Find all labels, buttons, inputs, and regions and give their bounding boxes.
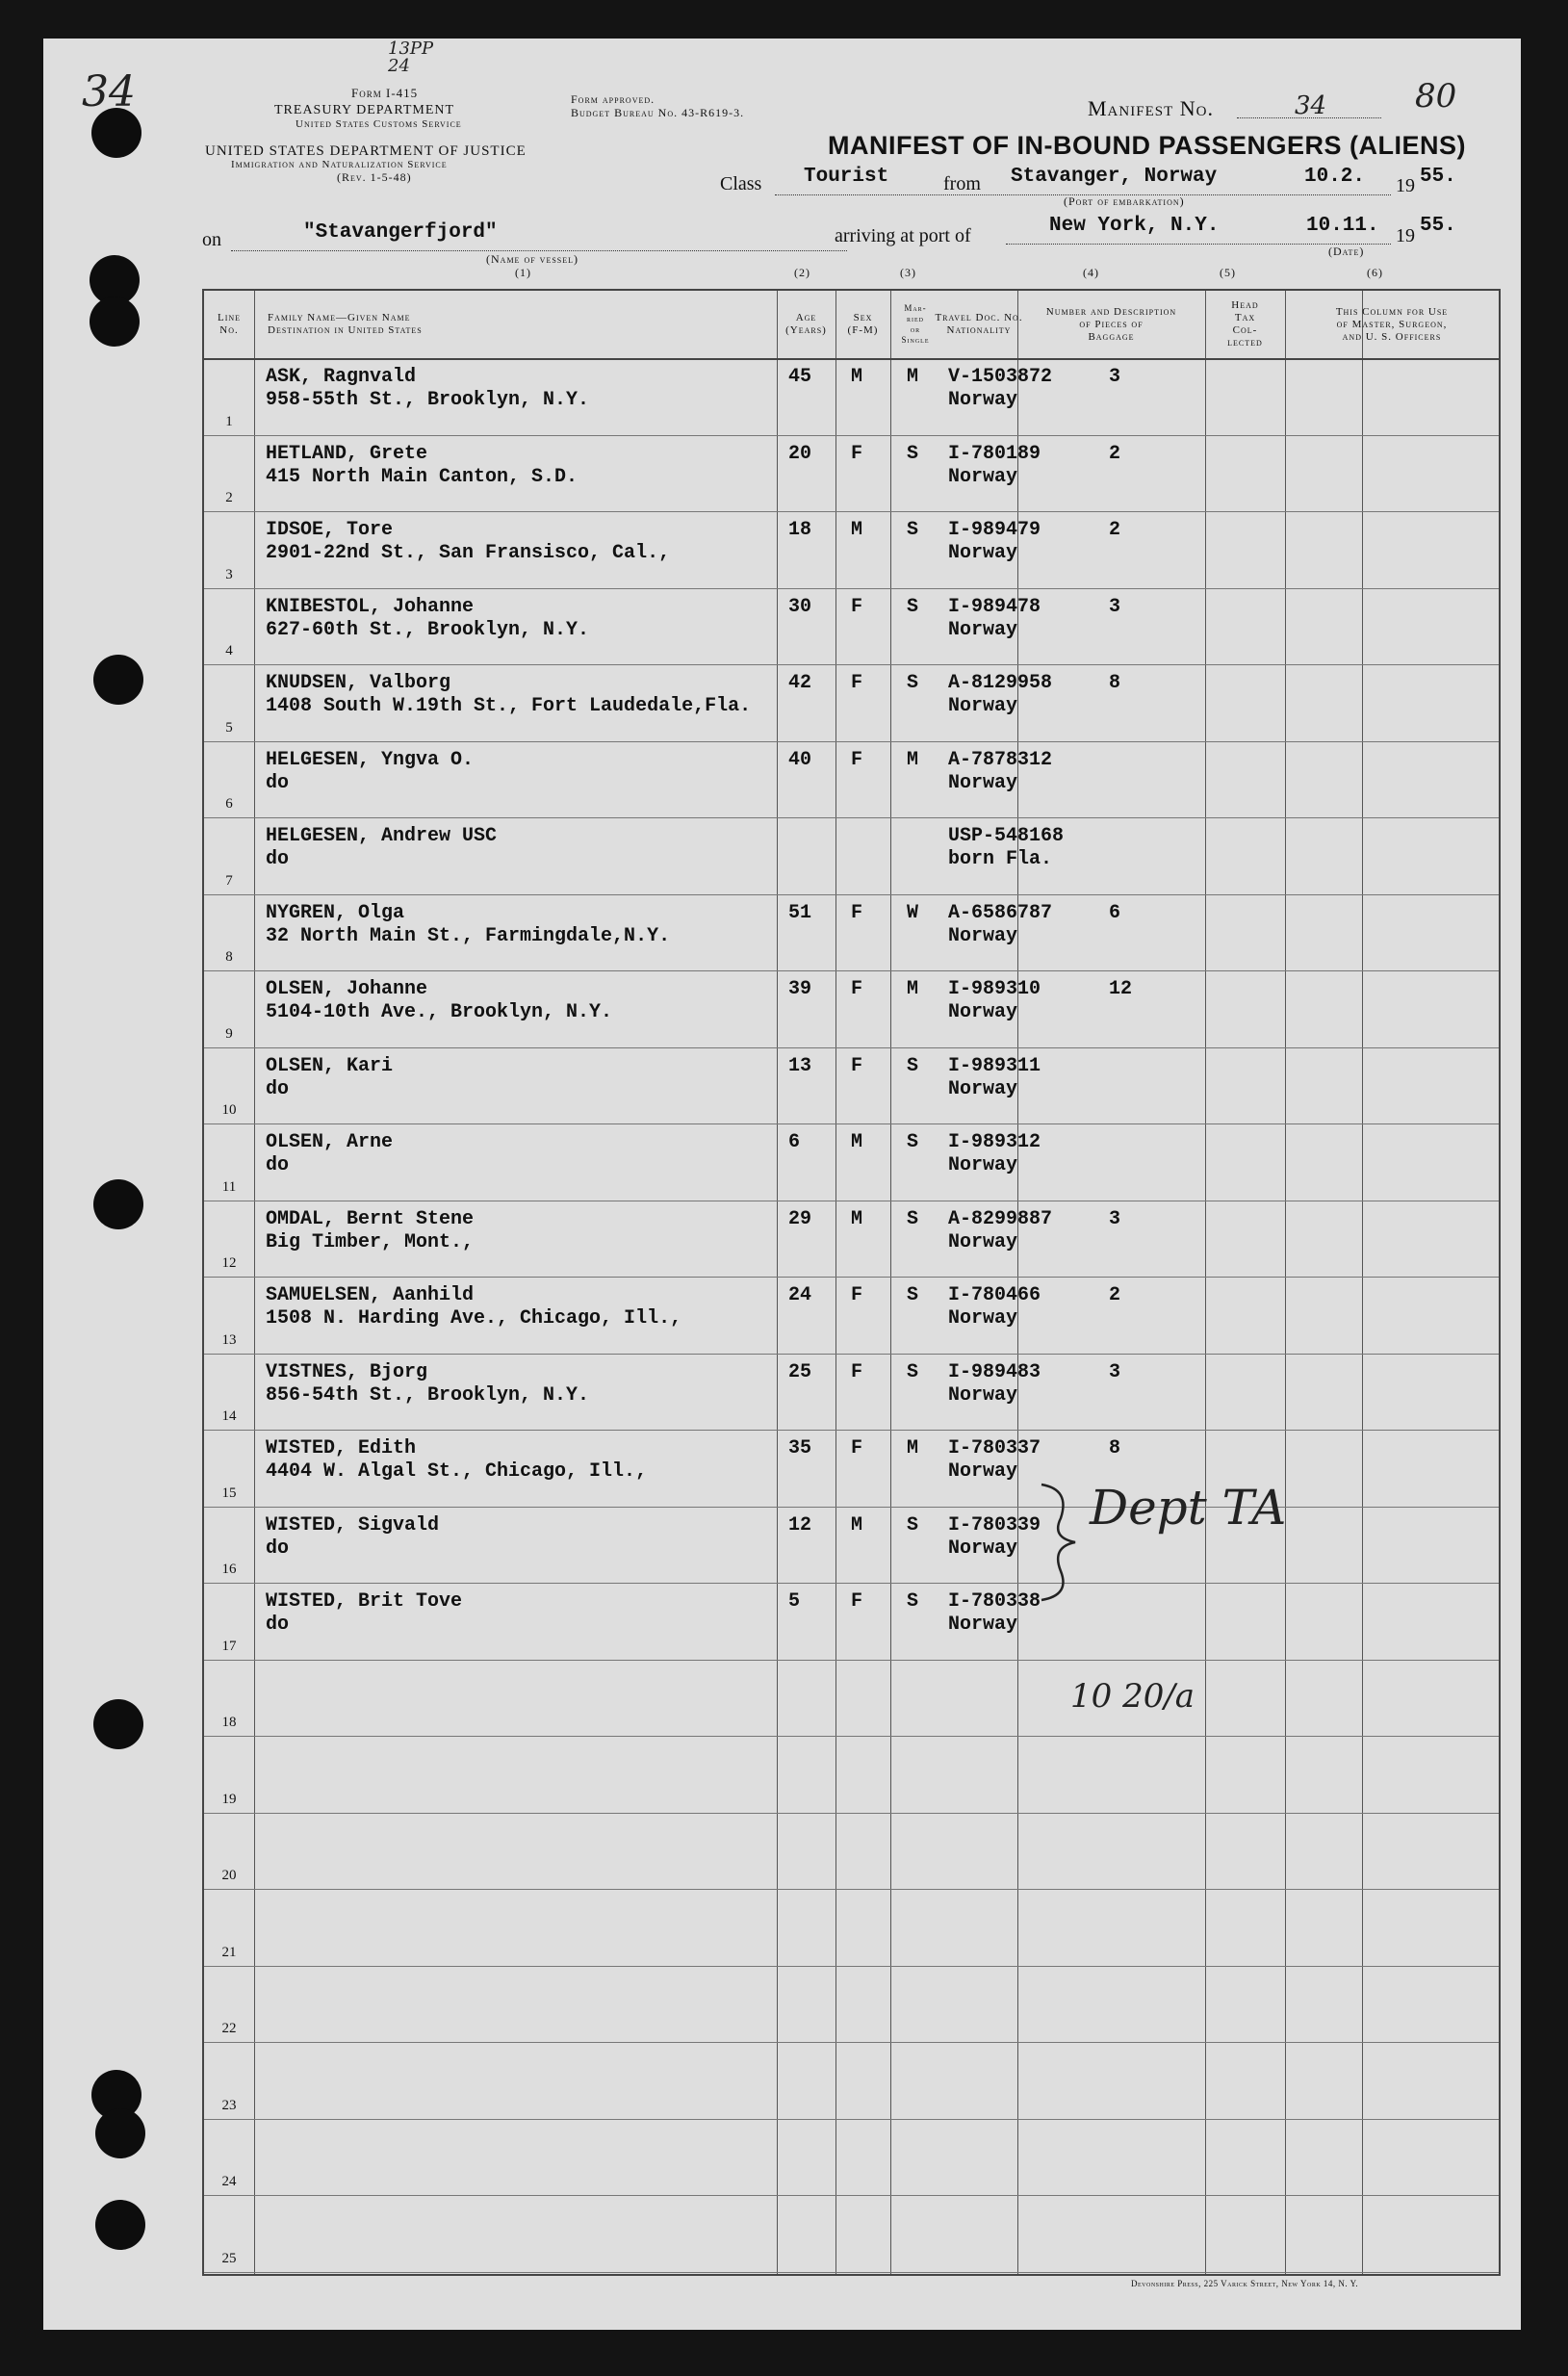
line-number: 11 [221,1178,237,1195]
passenger-name: WISTED, Brit Tove [266,1590,463,1613]
row-divider [204,435,1499,436]
passenger-name: VISTNES, Bjorg [266,1360,428,1383]
vessel-caption: (Name of vessel) [486,252,578,266]
arrival-year: 55. [1420,215,1456,237]
passenger-age: 39 [788,978,812,1000]
passenger-nationality: Norway [948,1383,1018,1407]
manifest-sheet [43,39,1521,2330]
passenger-nationality: Norway [948,695,1018,717]
passenger-age: 42 [788,672,812,694]
row-divider [204,1277,1499,1278]
col-num-4: (4) [1083,266,1099,279]
passenger-nationality: Norway [948,771,1018,794]
passenger-travel-doc: I-780339 [948,1513,1041,1537]
from-label: from [943,173,981,194]
binder-hole [93,1699,143,1749]
passenger-table [202,289,1501,2276]
ins-service: Immigration and Naturalization Service [231,159,448,170]
line-number: 21 [221,1944,237,1960]
form-number: Form I-415 [351,86,419,100]
header-sex: Sex (F-M) [847,312,879,336]
passenger-sex: F [851,442,863,465]
row-divider [204,1123,1499,1124]
line-number: 15 [221,1485,237,1501]
passenger-nationality: Norway [948,1537,1018,1560]
row-divider [204,1813,1499,1814]
justice-dept: UNITED STATES DEPARTMENT OF JUSTICE [205,143,527,159]
passenger-nationality: Norway [948,1614,1018,1636]
line-number: 16 [221,1562,237,1577]
passenger-travel-doc: A-8299887 [948,1207,1053,1230]
passenger-destination: do [266,771,290,794]
port-embark-caption: (Port of embarkation) [1064,194,1185,208]
passenger-travel-doc: A-7878312 [948,748,1053,771]
row-divider [204,2119,1499,2120]
binder-hole [93,1179,143,1229]
passenger-baggage: 8 [1109,1437,1121,1459]
passenger-destination: 2901-22nd St., San Fransisco, Cal., [266,542,671,564]
passenger-name: OLSEN, Johanne [266,978,428,1000]
line-number: 3 [225,566,233,582]
passenger-sex: F [851,595,863,618]
row-divider [204,894,1499,895]
from-date: 10.2. [1304,166,1366,188]
passenger-destination: do [266,1154,290,1176]
line-number: 20 [221,1868,237,1883]
passenger-marital-status: S [907,1284,919,1306]
passenger-name: HELGESEN, Andrew USC [266,825,498,847]
line-number: 6 [225,796,233,812]
treasury-dept: TREASURY DEPARTMENT [274,103,455,117]
revision: (Rev. 1-5-48) [337,170,412,184]
passenger-destination: 627-60th St., Brooklyn, N.Y. [266,618,590,641]
row-divider [204,511,1499,512]
passenger-marital-status: S [907,672,919,694]
arrival-port: New York, N.Y. [1049,215,1220,237]
header-travel-doc: Travel Doc. No. Nationality [935,312,1023,336]
passenger-age: 18 [788,519,812,541]
passenger-marital-status: M [907,1437,919,1459]
col-num-6: (6) [1367,266,1383,279]
passenger-baggage: 12 [1109,978,1133,1000]
header-master: This Column for Use of Master, Surgeon, and U. S. Officers [1335,305,1449,343]
annotation-brace [1032,1480,1090,1605]
passenger-name: ASK, Ragnvald [266,366,417,388]
from-year: 55. [1420,166,1456,188]
passenger-age: 12 [788,1513,812,1537]
passenger-sex: F [851,748,863,771]
binder-hole [95,2200,145,2250]
passenger-marital-status: S [907,595,919,618]
passenger-destination: 415 North Main Canton, S.D. [266,465,578,488]
passenger-baggage: 3 [1109,1360,1121,1383]
passenger-travel-doc: A-6586787 [948,901,1053,924]
vessel-col-num: (1) [515,266,531,279]
passenger-name: HELGESEN, Yngva O. [266,748,475,771]
passenger-nationality: Norway [948,924,1018,947]
passenger-nationality: Norway [948,618,1018,641]
row-divider [204,1354,1499,1355]
row-divider [204,664,1499,665]
passenger-age: 5 [788,1590,801,1613]
passenger-destination: 4404 W. Algal St., Chicago, Ill., [266,1460,648,1483]
row-divider [204,741,1499,742]
manifest-number: 34 [1295,91,1327,120]
passenger-name: KNUDSEN, Valborg [266,672,451,694]
passenger-marital-status: S [907,519,919,541]
annotation-date: 10 20/a [1070,1677,1195,1716]
passenger-age: 20 [788,442,812,465]
passenger-nationality: born Fla. [948,848,1053,870]
passenger-destination: Big Timber, Mont., [266,1230,475,1253]
header-head-tax: Head Tax Col- lected [1227,299,1263,349]
passenger-nationality: Norway [948,1307,1018,1330]
line-number: 10 [221,1102,237,1118]
passenger-marital-status: M [907,366,919,388]
row-divider [204,1583,1499,1584]
passenger-destination: 958-55th St., Brooklyn, N.Y. [266,389,590,411]
passenger-baggage: 3 [1109,595,1121,618]
passenger-travel-doc: USP-548168 [948,825,1065,847]
row-divider [204,588,1499,589]
manifest-handwritten-number: 80 [1415,77,1457,116]
passenger-name: WISTED, Edith [266,1437,417,1459]
passenger-marital-status: S [907,1590,919,1613]
passenger-name: OLSEN, Arne [266,1131,394,1153]
printer-imprint: Devonshire Press, 225 Varick Street, New York 14, N. Y. [1131,2279,1359,2288]
passenger-sex: M [851,519,863,541]
passenger-destination: 856-54th St., Brooklyn, N.Y. [266,1383,590,1407]
budget-bureau: Budget Bureau No. 43-R619-3. [571,106,745,119]
row-divider [204,1966,1499,1967]
class-label: Class [720,173,762,194]
customs-service: United States Customs Service [296,118,462,130]
line-number: 22 [221,2021,237,2036]
passenger-baggage: 8 [1109,672,1121,694]
passenger-sex: F [851,1437,863,1459]
line-number: 7 [225,872,233,889]
line-number: 17 [221,1638,237,1654]
passenger-age: 29 [788,1207,812,1230]
passenger-travel-doc: I-780189 [948,442,1041,465]
line-number: 1 [225,413,233,429]
passenger-sex: M [851,1207,863,1230]
line-number: 14 [221,1408,237,1424]
passenger-baggage: 2 [1109,1284,1121,1306]
passenger-sex: M [851,366,863,388]
line-number: 18 [221,1715,237,1730]
passenger-sex: M [851,1131,863,1153]
passenger-name: KNIBESTOL, Johanne [266,595,475,618]
form-approved: Form approved. [571,92,655,106]
passenger-name: OMDAL, Bernt Stene [266,1207,475,1230]
passenger-marital-status: S [907,1207,919,1230]
manifest-title: MANIFEST OF IN-BOUND PASSENGERS (ALIENS) [828,131,1467,160]
passenger-travel-doc: A-8129958 [948,672,1053,694]
passenger-sex: F [851,1284,863,1306]
row-divider [204,2195,1499,2196]
line-number: 9 [225,1025,233,1042]
row-divider [204,1430,1499,1431]
passenger-travel-doc: I-780337 [948,1437,1041,1459]
passenger-nationality: Norway [948,465,1018,488]
passenger-baggage: 6 [1109,901,1121,924]
passenger-travel-doc: V-1503872 [948,366,1053,388]
passenger-sex: F [851,978,863,1000]
passenger-sex: F [851,901,863,924]
passenger-age: 25 [788,1360,812,1383]
row-divider [204,1507,1499,1508]
passenger-sex: F [851,1590,863,1613]
passenger-age: 45 [788,366,812,388]
line-number: 2 [225,490,233,505]
passenger-age: 35 [788,1437,812,1459]
passenger-name: WISTED, Sigvald [266,1513,440,1537]
arrival-date: 10.11. [1306,215,1379,237]
date-caption: (Date) [1328,245,1365,258]
line-number: 4 [225,643,233,659]
passenger-travel-doc: I-989311 [948,1054,1041,1077]
passenger-sex: F [851,672,863,694]
passenger-destination: 32 North Main St., Farmingdale,N.Y. [266,924,671,947]
header-baggage: Number and Description of Pieces of Baggage [1045,305,1177,343]
passenger-marital-status: S [907,1513,919,1537]
margin-note-page: 34 [82,67,136,116]
line-number: 23 [221,2097,237,2113]
row-divider [204,817,1499,818]
passenger-name: HETLAND, Grete [266,442,428,465]
line-number: 8 [225,949,233,965]
binder-hole [90,297,140,347]
on-label: on [202,229,221,250]
header-married: Mar- ried or Single [901,303,930,345]
passenger-age: 51 [788,901,812,924]
passenger-nationality: Norway [948,389,1018,411]
passenger-destination: 5104-10th Ave., Brooklyn, N.Y. [266,1001,613,1023]
passenger-travel-doc: I-780338 [948,1590,1041,1613]
passenger-age: 13 [788,1054,812,1077]
row-divider [204,1889,1499,1890]
margin-note-code: 13PP 24 [388,39,434,76]
col-num-2: (2) [794,266,810,279]
passenger-name: NYGREN, Olga [266,901,405,924]
passenger-age: 40 [788,748,812,771]
passenger-marital-status: M [907,978,919,1000]
row-divider [204,2272,1499,2273]
row-divider [204,1660,1499,1661]
passenger-sex: M [851,1513,863,1537]
passenger-marital-status: S [907,1360,919,1383]
passenger-nationality: Norway [948,542,1018,564]
passenger-age: 24 [788,1284,812,1306]
passenger-marital-status: M [907,748,919,771]
passenger-nationality: Norway [948,1077,1018,1100]
row-divider [204,1736,1499,1737]
passenger-baggage: 2 [1109,442,1121,465]
line-number: 13 [221,1331,237,1348]
passenger-marital-status: W [907,901,919,924]
row-divider [204,2042,1499,2043]
passenger-destination: do [266,1614,290,1636]
passenger-baggage: 3 [1109,366,1121,388]
line-number: 24 [221,2174,237,2189]
vessel-name: "Stavangerfjord" [303,221,498,244]
passenger-travel-doc: I-780466 [948,1284,1041,1306]
passenger-baggage: 2 [1109,519,1121,541]
passenger-sex: F [851,1054,863,1077]
line-number: 12 [221,1255,237,1271]
col-num-5: (5) [1220,266,1236,279]
header-name: Family Name—Given Name Destination in United States [268,312,423,336]
vessel-underline [231,250,847,251]
passenger-travel-doc: I-989483 [948,1360,1041,1383]
line-number: 19 [221,1791,237,1807]
arrival-year-prefix: 19 [1396,225,1415,246]
class-value: Tourist [804,166,889,188]
passenger-destination: do [266,848,290,870]
col-num-3: (3) [900,266,916,279]
row-divider [204,970,1499,971]
passenger-nationality: Norway [948,1460,1018,1483]
binder-hole [95,2108,145,2158]
arriving-label: arriving at port of [835,225,971,246]
header-age: Age (Years) [785,312,827,336]
passenger-baggage: 3 [1109,1207,1121,1230]
passenger-travel-doc: I-989478 [948,595,1041,618]
passenger-nationality: Norway [948,1230,1018,1253]
passenger-travel-doc: I-989479 [948,519,1041,541]
row-divider [204,1047,1499,1048]
annotation-dept: Dept TA [1090,1480,1287,1536]
passenger-name: SAMUELSEN, Aanhild [266,1284,475,1306]
header-line-no: Line No. [217,312,242,336]
binder-hole [93,655,143,705]
passenger-name: IDSOE, Tore [266,519,394,541]
passenger-destination: do [266,1077,290,1100]
passenger-destination: 1408 South W.19th St., Fort Laudedale,Fla. [266,695,752,717]
line-number: 25 [221,2250,237,2266]
line-number: 5 [225,719,233,736]
manifest-no-label: Manifest No. [1088,96,1214,120]
passenger-destination: do [266,1537,290,1560]
from-port: Stavanger, Norway [1011,166,1218,188]
passenger-age: 6 [788,1131,801,1153]
passenger-sex: F [851,1360,863,1383]
passenger-marital-status: S [907,442,919,465]
passenger-nationality: Norway [948,1154,1018,1176]
passenger-travel-doc: I-989312 [948,1131,1041,1153]
passenger-travel-doc: I-989310 [948,978,1041,1000]
passenger-marital-status: S [907,1054,919,1077]
from-year-prefix: 19 [1396,175,1415,196]
passenger-nationality: Norway [948,1001,1018,1023]
passenger-destination: 1508 N. Harding Ave., Chicago, Ill., [266,1307,682,1330]
passenger-age: 30 [788,595,812,618]
passenger-name: OLSEN, Kari [266,1054,394,1077]
passenger-marital-status: S [907,1131,919,1153]
